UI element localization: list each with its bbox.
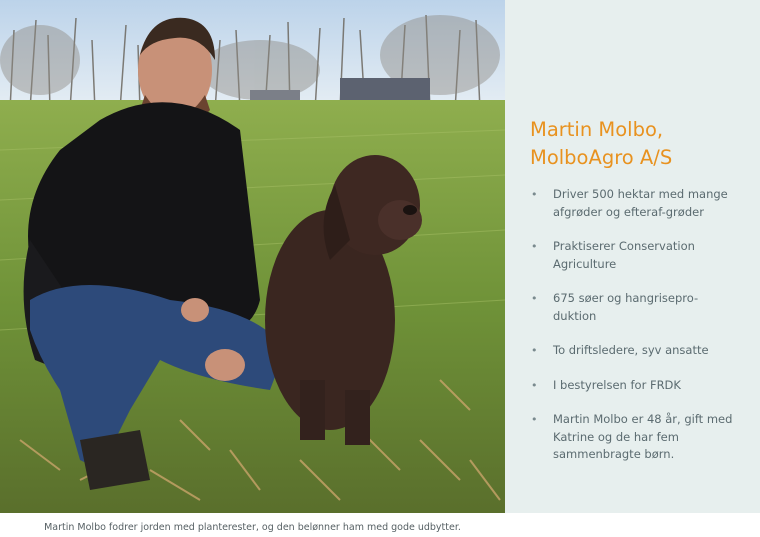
fact-text: Martin Molbo er 48 år, gift med Katrine og de har fem sammenbragte børn. [553, 412, 733, 461]
title-line-1: Martin Molbo, [530, 118, 664, 141]
bullet-icon: • [531, 378, 538, 392]
bullet-icon: • [531, 413, 538, 426]
bullet-icon: • [531, 240, 538, 253]
fact-item [529, 411, 734, 464]
fact-item [529, 186, 734, 221]
fact-text: To driftsledere, syv ansatte [553, 343, 709, 357]
fact-text: 675 søer og hangrisepro-duktion [553, 291, 699, 323]
bullet-icon: • [531, 188, 538, 201]
bullet-icon: • [531, 292, 538, 305]
photo-caption: Martin Molbo fodrer jorden med planterester, og den belønner ham med gode udbytter. [44, 522, 461, 533]
bullet-icon: • [531, 344, 538, 357]
fact-item [529, 238, 734, 273]
fact-item [529, 342, 734, 360]
fact-list [529, 186, 734, 464]
title-line-2: MolboAgro A/S [530, 146, 673, 169]
fact-text: Driver 500 hektar med mange afgrøder og efteraf-grøder [553, 187, 728, 219]
fact-text: I bestyrelsen for FRDK [553, 377, 681, 392]
info-panel [505, 0, 760, 513]
fact-item [529, 290, 734, 325]
fact-item [529, 377, 734, 395]
panel-title [530, 116, 755, 172]
fact-text: Praktiserer Conservation Agriculture [553, 239, 695, 271]
